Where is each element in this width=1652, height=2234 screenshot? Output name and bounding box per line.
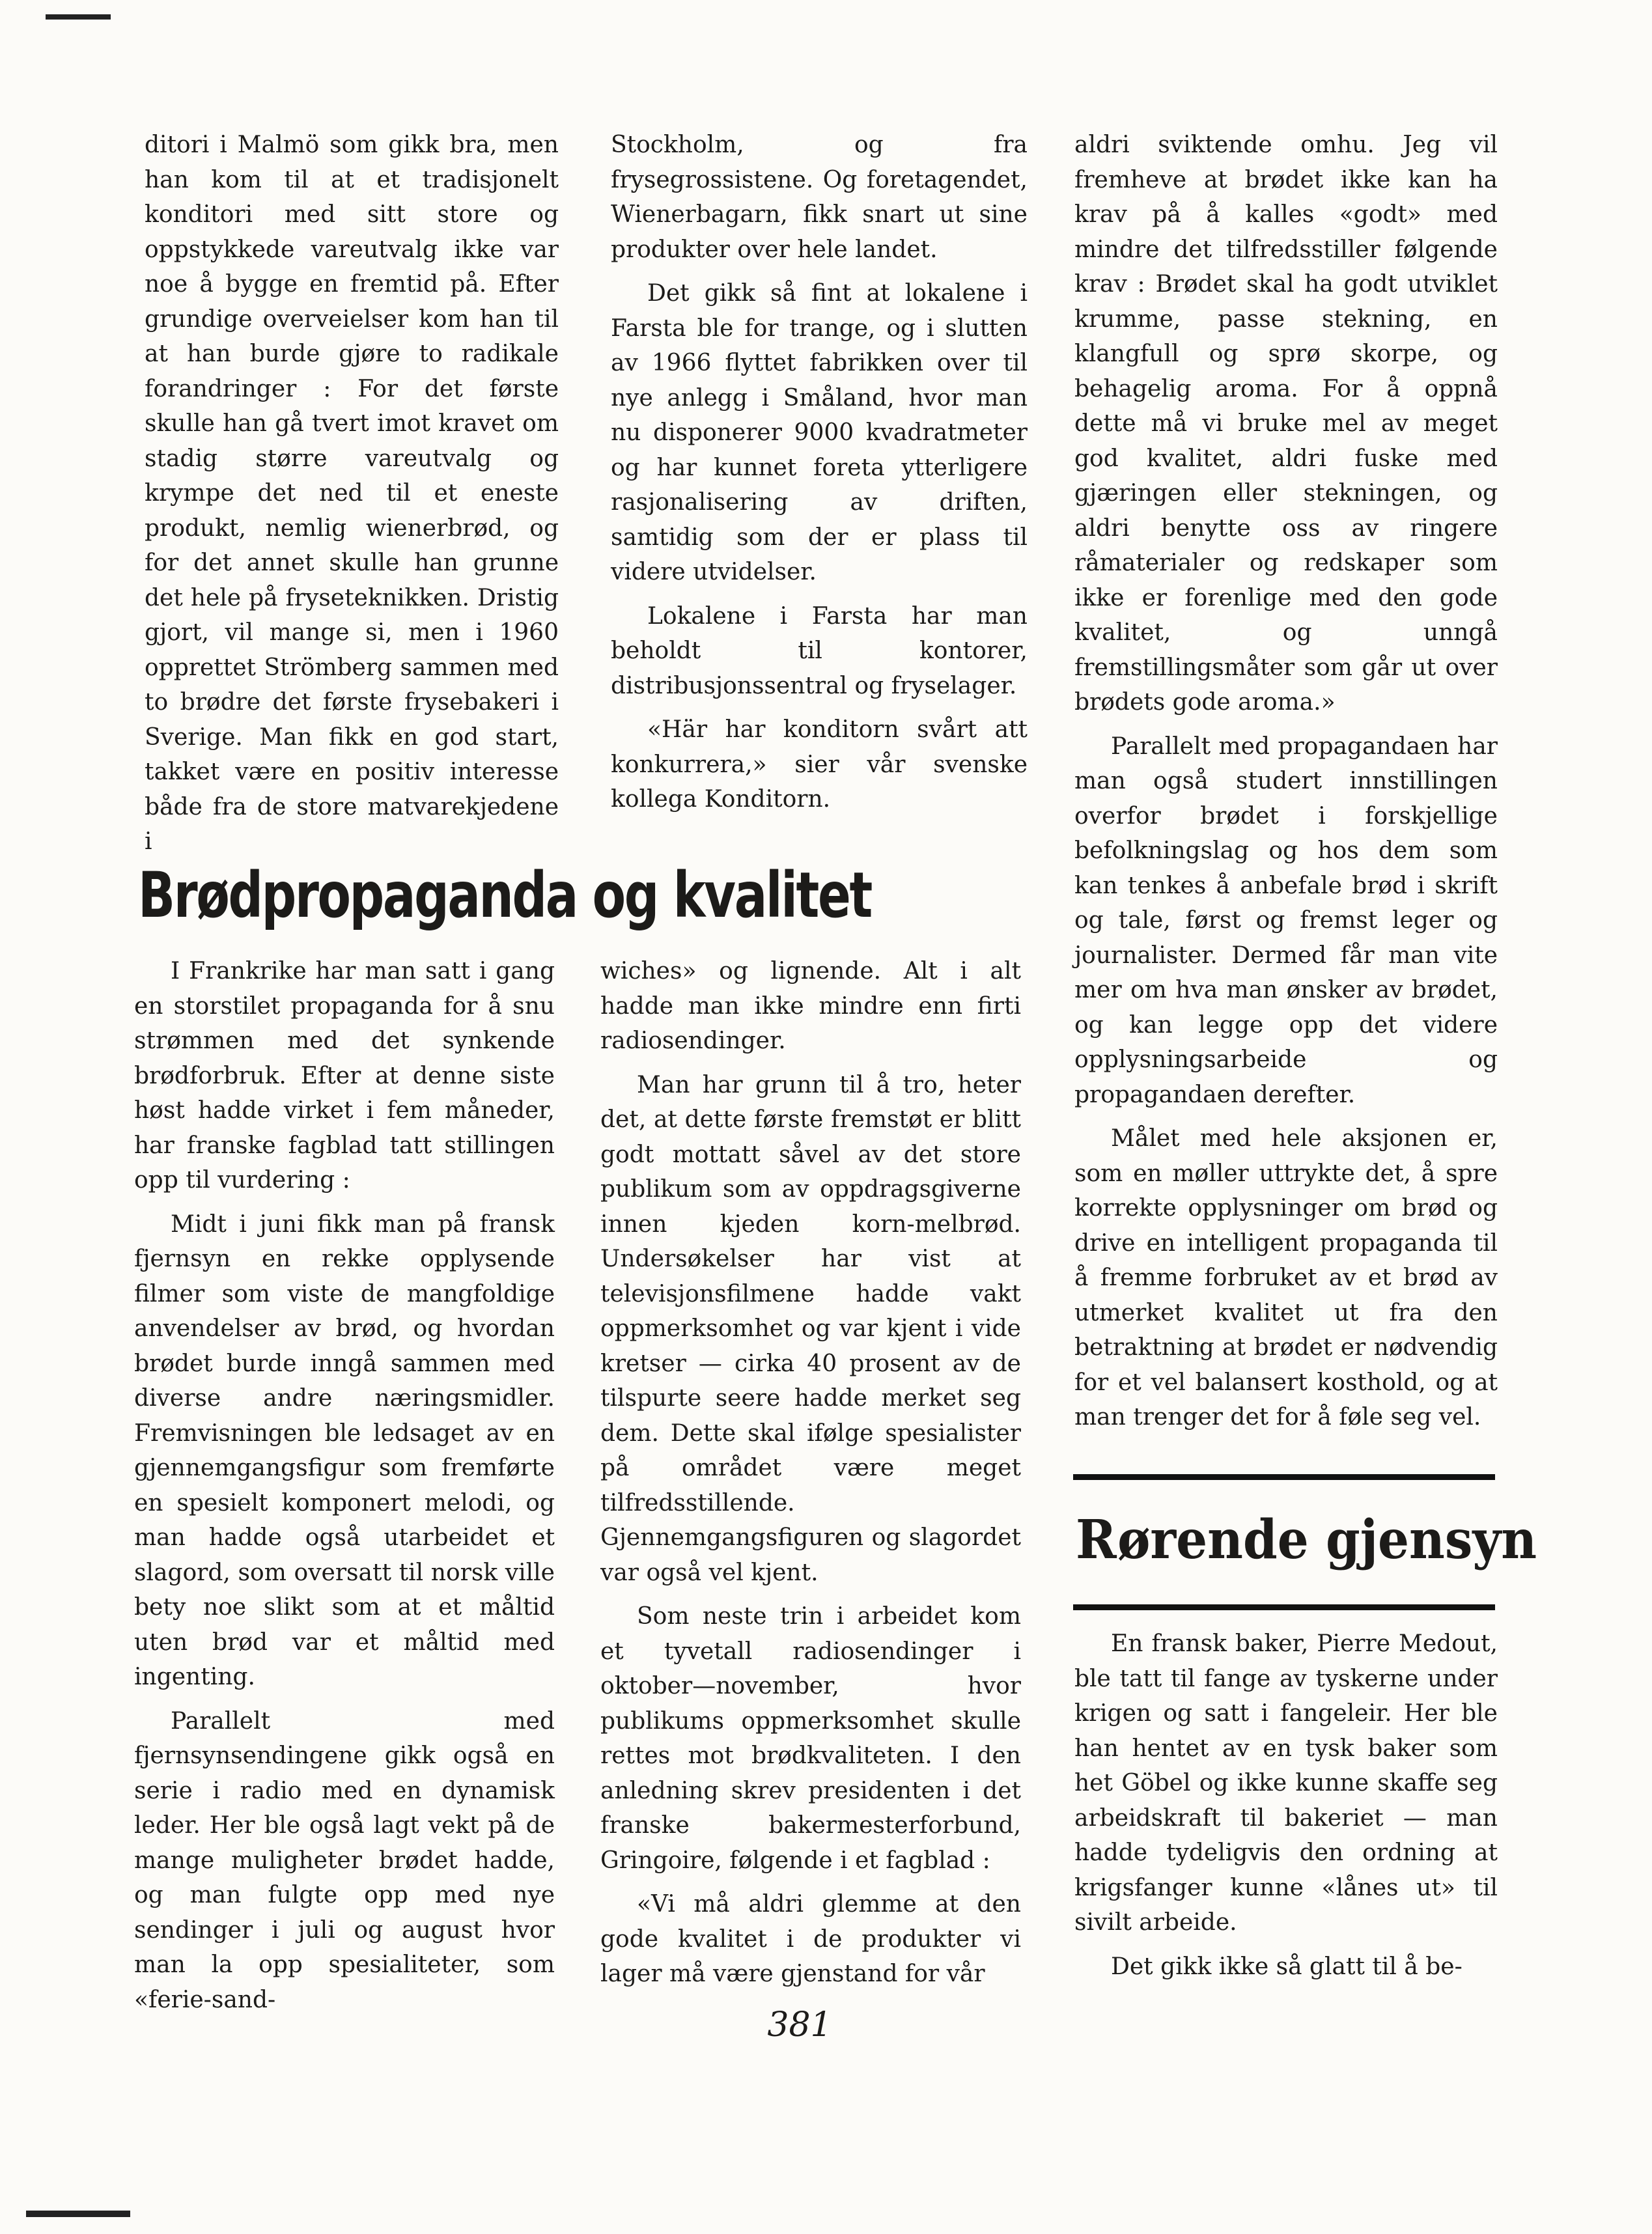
paragraph: Stockholm, og fra frysegrossistene. Og foretagendet, Wienerbagarn, fikk snart ut sine produkter over hele landet. [611, 132, 1028, 263]
paragraph: Det gikk så fint at lokalene i Farsta ble for trange, og i slutten av 1966 flyttet fabrikken over til nye anlegg i Småland, hvor man nu disponerer 9000 kvadratmeter og har kunnet foreta ytterligere rasjonalisering av driften, samtidig som der er plass til videre utvidelser. [611, 280, 1028, 585]
article-body-column-2 [600, 954, 1021, 1992]
article-continuation-column-1 [145, 128, 559, 859]
paragraph: En fransk baker, Pierre Medout, ble tatt til fange av tyskerne under krigen og satt i fangeleir. Her ble han hentet av en tysk baker som het Göbel og ikke kunne skaffe seg arbeidskraft til bakeriet — man hadde tydeligvis den ordning at krigsfanger kunne «lånes ut» til sivilt arbeide. [1074, 1630, 1498, 1936]
paragraph: wiches» og lignende. Alt i alt hadde man ikke mindre enn firti radiosendinger. [600, 958, 1021, 1054]
headline-rule-top [1073, 1474, 1495, 1480]
paragraph: aldri sviktende omhu. Jeg vil fremheve at brødet ikke kan ha krav på å kalles «godt» med mindre det tilfredsstiller følgende krav : Brødet skal ha godt utviklet krumme, passe stekning, en klangfull og sprø skorpe, og behagelig aroma. For å oppnå dette må vi bruke mel av meget god kvalitet, aldri fuske med gjæringen eller stekningen, og aldri benytte oss av ringere råmaterialer og redskaper som ikke er forenlige med den gode kvalitet, og unngå fremstillingsmåter som går ut over brødets gode aroma.» [1074, 132, 1498, 716]
article-body-column-1 [134, 954, 555, 2017]
paragraph: «Här har konditorn svårt att konkurrera,» sier vår svenske kollega Konditorn. [611, 716, 1028, 813]
page-number: 381 [767, 2005, 832, 2045]
paragraph: Som neste trin i arbeidet kom et tyvetall radiosendinger i oktober—november, hvor publikums oppmerksomhet skulle rettes mot brødkvaliteten. I den anledning skrev presidenten i det franske bakermesterforbund, Gringoire, følgende i et fagblad : [600, 1603, 1021, 1874]
paragraph: ditori i Malmö som gikk bra, men han kom til at et tradisjonelt konditori med sitt store og oppstykkede vareutvalg ikke var noe å bygge en fremtid på. Efter grundige overveielser kom han til at han burde gjøre to radikale forandringer : For det første skulle han gå tvert imot kravet om stadig større vareutvalg og krympe det ned til et eneste produkt, nemlig wienerbrød, og for det annet skulle han grunne det hele på fryseteknikken. Dristig gjort, vil mange si, men i 1960 opprettet Strömberg sammen med to brødre det første frysebakeri i Sverige. Man fikk en god start, takket være en positiv interesse både fra de store matvarekjedene i [145, 132, 559, 855]
scan-edge-mark-bottom [26, 2211, 130, 2217]
paragraph: Man har grunn til å tro, heter det, at dette første fremstøt er blitt godt mottatt såvel av det store publikum som av oppdragsgiverne innen kjeden korn-melbrød. Undersøkelser har vist at televisjonsfilmene hadde vakt oppmerksomhet og var kjent i vide kretser — cirka 40 prosent av de tilspurte seere hadde merket seg dem. Dette skal ifølge spesialister på området være meget tilfredsstillende. Gjennemgangsfiguren og slagordet var også vel kjent. [600, 1071, 1021, 1586]
article-continuation-column-2 [611, 128, 1028, 817]
paragraph: Parallelt med fjernsynsendingene gikk også en serie i radio med en dynamisk leder. Her ble også lagt vekt på de mange muligheter brødet hadde, og man fulgte opp med nye sendinger i juli og august hvor man la opp spesialiteter, som «ferie-sand- [134, 1707, 555, 2013]
paragraph: Målet med hele aksjonen er, som en møller uttrykte det, å spre korrekte opplysninger om brød og drive en intelligent propaganda til å fremme forbruket av et brød av utmerket kvalitet ut fra den betraktning at brødet er nødvendig for et vel balansert kosthold, og at man trenger det for å føle seg vel. [1074, 1125, 1498, 1431]
second-article-headline: Rørende gjensyn [1076, 1509, 1537, 1571]
paragraph: Lokalene i Farsta har man beholdt til kontorer, distribusjonssentral og fryselager. [611, 602, 1028, 699]
paragraph: Midt i juni fikk man på fransk fjernsyn en rekke opplysende filmer som viste de mangfoldige anvendelser av brød, og hvordan brødet burde inngå sammen med diverse andre næringsmidler. Fremvisningen ble ledsaget av en gjennemgangsfigur som fremførte en spesielt komponert melodi, og man hadde også utarbeidet et slagord, som oversatt til norsk ville bety noe slikt som at et måltid uten brød var et måltid med ingenting. [134, 1210, 555, 1690]
article-headline: Brødpropaganda og kvalitet [138, 859, 871, 932]
article-body-column-3 [1074, 128, 1498, 1435]
paragraph: Parallelt med propagandaen har man også studert innstillingen overfor brødet i forskjellige befolkningslag og hos dem som kan tenkes å anbefale brød i skrift og tale, først og fremst leger og journalister. Dermed får man vite mer om hva man ønsker av brødet, og kan legge opp det videre opplysningsarbeide og propagandaen derefter. [1074, 733, 1498, 1108]
paragraph: «Vi må aldri glemme at den gode kvalitet i de produkter vi lager må være gjenstand for vår [600, 1891, 1021, 1987]
second-article-body [1074, 1627, 1498, 1984]
scan-edge-mark-top [46, 14, 111, 20]
paragraph: Det gikk ikke så glatt til å be- [1111, 1953, 1463, 1980]
headline-rule-bottom [1073, 1604, 1495, 1610]
paragraph: I Frankrike har man satt i gang en storstilet propaganda for å snu strømmen med det synkende brødforbruk. Efter at denne siste høst hadde virket i fem måneder, har franske fagblad tatt stillingen opp til vurdering : [134, 958, 555, 1194]
